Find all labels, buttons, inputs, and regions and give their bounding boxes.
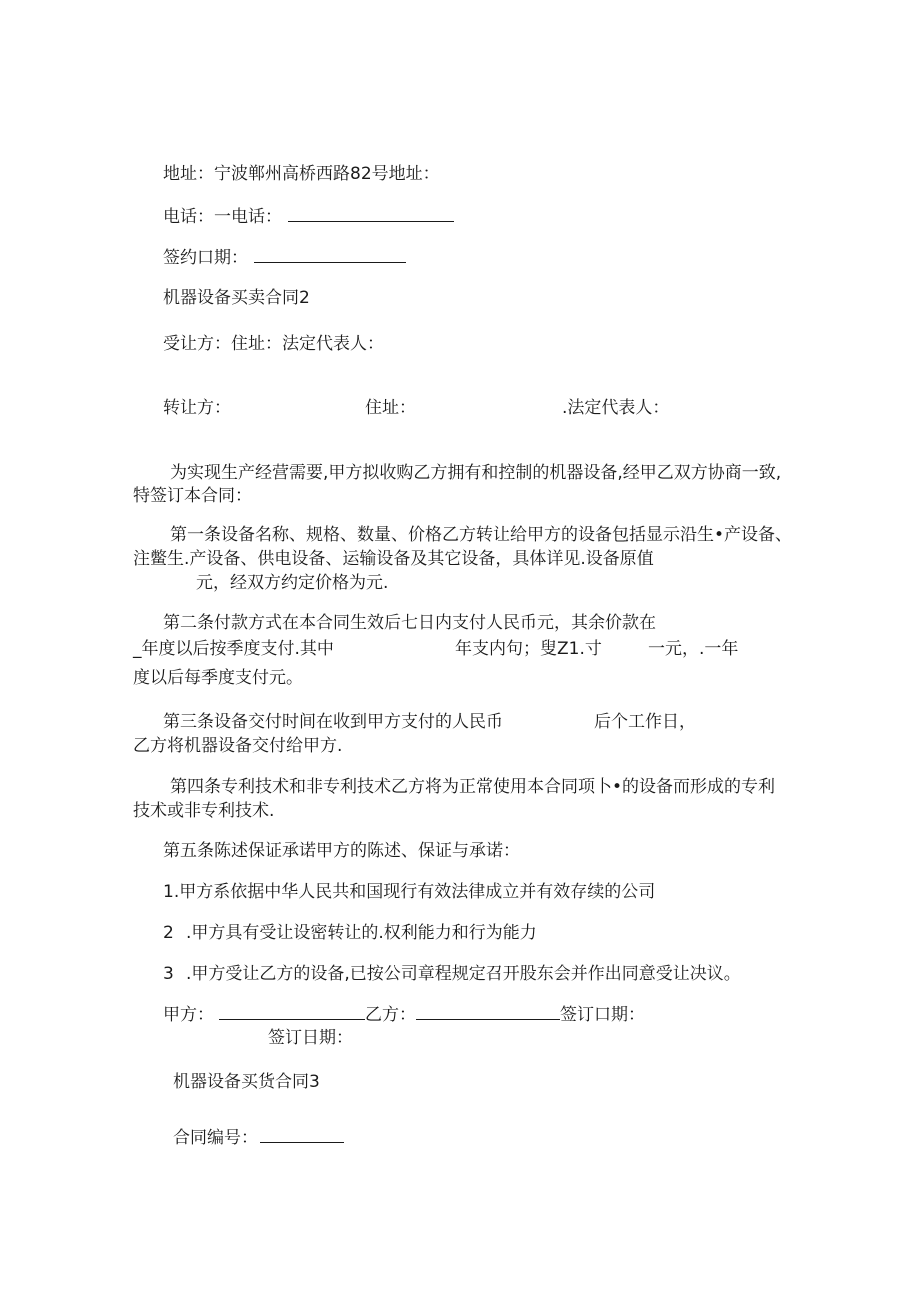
- article-5-item-3-number: 3: [163, 964, 174, 984]
- contract-title-3: 机器设备买货合同3: [173, 1072, 320, 1092]
- article-1-line-3: 元，经双方约定价格为元.: [196, 573, 389, 593]
- signing-date-label: 签订口期：: [560, 1005, 645, 1025]
- phone-label: 电话：一电话：: [163, 207, 282, 227]
- transferee-line: 受让方：住址：法定代表人：: [163, 334, 384, 354]
- article-2-line-1: 第二条付款方式在本合同生效后七日内支付人民币元，其余价款在: [163, 613, 656, 633]
- party-a-label: 甲方：: [163, 1005, 214, 1025]
- sign-date-blank: [254, 246, 406, 263]
- party-b-blank: [416, 1003, 560, 1020]
- article-5-item-2-number: 2: [163, 923, 174, 943]
- party-a-blank: [219, 1003, 365, 1020]
- article-2-line-2b: 年支内句；叟Z1.寸: [455, 639, 602, 659]
- phone-blank: [288, 205, 454, 222]
- signature-line: [163, 1003, 645, 1026]
- article-2-line-2a: _年度以后按季度支付.其中: [133, 639, 334, 659]
- contract-number-label: 合同编号：: [173, 1128, 258, 1148]
- preamble-line-1: 为实现生产经营需要,甲方拟收购乙方拥有和控制的机器设备,经甲乙双方协商一致,: [170, 463, 782, 483]
- article-2-line-2c: 一元，.一年: [648, 639, 739, 659]
- signing-date-label-2: 签订日期：: [268, 1028, 353, 1048]
- article-5-item-3: .甲方受让乙方的设备,已按公司章程规定召开股东会并作出同意受让决议。: [186, 964, 741, 984]
- phone-line: [163, 205, 454, 228]
- article-5-heading: 第五条陈述保证承诺甲方的陈述、保证与承诺：: [163, 841, 520, 861]
- article-3-line-2: 乙方将机器设备交付给甲方.: [133, 736, 343, 756]
- sign-date-line: [163, 246, 406, 269]
- article-1-line-1: 第一条设备名称、规格、数量、价格乙方转让给甲方的设备包括显示沿生•产设备、: [170, 525, 793, 545]
- article-4-line-2: 技术或非专利技术.: [133, 801, 275, 821]
- article-1-line-2: 注鳖生.产设备、供电设备、运输设备及其它设备，具体详见.设备原值: [133, 549, 654, 569]
- transferor-label: 转让方：: [163, 398, 231, 418]
- contract-title-2: 机器设备买卖合同2: [163, 288, 310, 308]
- sign-date-label: 签约口期：: [163, 248, 248, 268]
- preamble-line-2: 特签订本合同：: [133, 486, 252, 506]
- transferor-rep-label: .法定代表人：: [562, 398, 670, 418]
- party-b-label: 乙方：: [365, 1005, 416, 1025]
- transferor-address-label: 住址：: [365, 398, 416, 418]
- article-3-line-1a: 第三条设备交付时间在收到甲方支付的人民币: [163, 712, 503, 732]
- article-2-line-3: 度以后每季度支付元。: [133, 668, 303, 688]
- article-4-line-1: 第四条专利技术和非专利技术乙方将为正常使用本合同项卜•的设备而形成的专利: [170, 777, 776, 797]
- contract-number-line: [173, 1126, 344, 1149]
- article-3-line-1b: 后个工作日，: [594, 712, 696, 732]
- address-line: 地址：宁波郸州高桥西路82号地址：: [163, 164, 440, 184]
- contract-number-blank: [260, 1126, 344, 1143]
- article-5-item-1: 1.甲方系依据中华人民共和国现行有效法律成立并有效存续的公司: [163, 882, 656, 902]
- article-5-item-2: .甲方具有受让设密转让的.权利能力和行为能力: [186, 923, 537, 943]
